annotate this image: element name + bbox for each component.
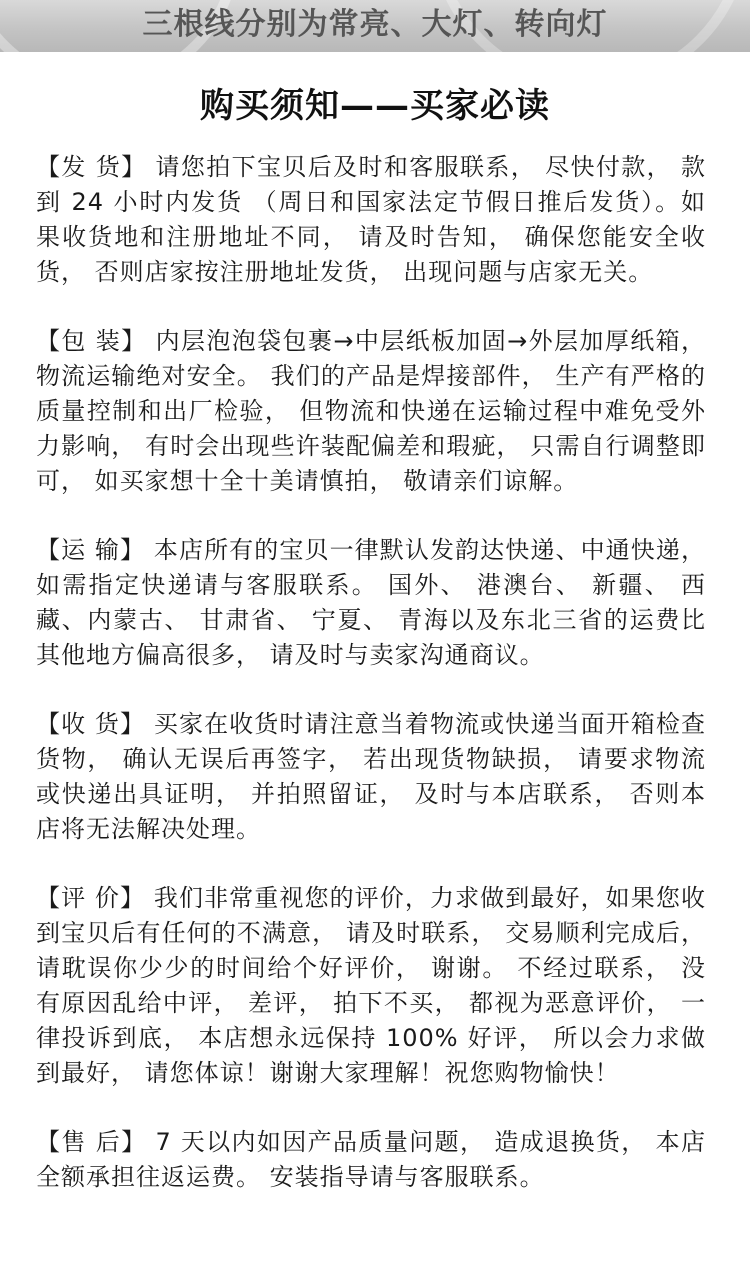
section-label: 【包 装】 xyxy=(36,327,147,355)
section-text: 买家在收货时请注意当着物流或快递当面开箱检查货物， 确认无误后再签字， 若出现货物缺损， 请要求物流或快递出具证明， 并拍照留证， 及时与本店联系， 否则本店将无法解决处理。 xyxy=(36,710,706,843)
notice-content xyxy=(36,150,706,1229)
banner-text: 三根线分别为常亮、大灯、转向灯 xyxy=(142,7,608,42)
section-text: 我们非常重视您的评价，力求做到最好，如果您收到宝贝后有任何的不满意， 请及时联系， 交易顺利完成后，请耽误你少少的时间给个好评价， 谢谢。 不经过联系， 没有原因乱给中评， 差评， 拍下不买， 都视为恶意评价， 一律投诉到底， 本店想永远保持 100% 好评， 所以会力求做到最好， 请您体谅！谢谢大家理解！祝您购物愉快！ xyxy=(36,884,706,1087)
section-text: 内层泡泡袋包裹→中层纸板加固→外层加厚纸箱，物流运输绝对安全。 我们的产品是焊接部件， 生产有严格的质量控制和出厂检验， 但物流和快递在运输过程中难免受外力影响， 有时会出现些许装配偏差和瑕疵， 只需自行调整即可， 如买家想十全十美请慎拍， 敬请亲们谅解。 xyxy=(36,327,706,495)
section-packaging xyxy=(36,324,706,499)
section-label: 【运 输】 xyxy=(36,536,146,564)
section-text: 请您拍下宝贝后及时和客服联系， 尽快付款， 款到 24 小时内发货 （周日和国家法定节假日推后发货）。如果收货地和注册地址不同， 请及时告知， 确保您能安全收货， 否则店家按注册地址发货， 出现问题与店家无关。 xyxy=(36,153,706,286)
section-label: 【发 货】 xyxy=(36,153,147,181)
section-label: 【收 货】 xyxy=(36,710,146,738)
section-review xyxy=(36,881,706,1091)
section-label: 【评 价】 xyxy=(36,884,146,912)
page-title: 购买须知——买家必读 xyxy=(200,86,550,126)
section-after-sales xyxy=(36,1125,706,1195)
section-shipping xyxy=(36,150,706,290)
section-text: 7 天以内如因产品质量问题， 造成退换货， 本店全额承担往返运费。 安装指导请与客服联系。 xyxy=(36,1128,706,1191)
section-transport xyxy=(36,533,706,673)
section-receiving xyxy=(36,707,706,847)
top-banner xyxy=(0,0,750,52)
section-label: 【售 后】 xyxy=(36,1128,147,1156)
section-text: 本店所有的宝贝一律默认发韵达快递、中通快递，如需指定快递请与客服联系。 国外、 港澳台、 新疆、 西藏、内蒙古、 甘肃省、 宁夏、 青海以及东北三省的运费比其他地方偏高很多， 请及时与卖家沟通商议。 xyxy=(36,536,706,669)
